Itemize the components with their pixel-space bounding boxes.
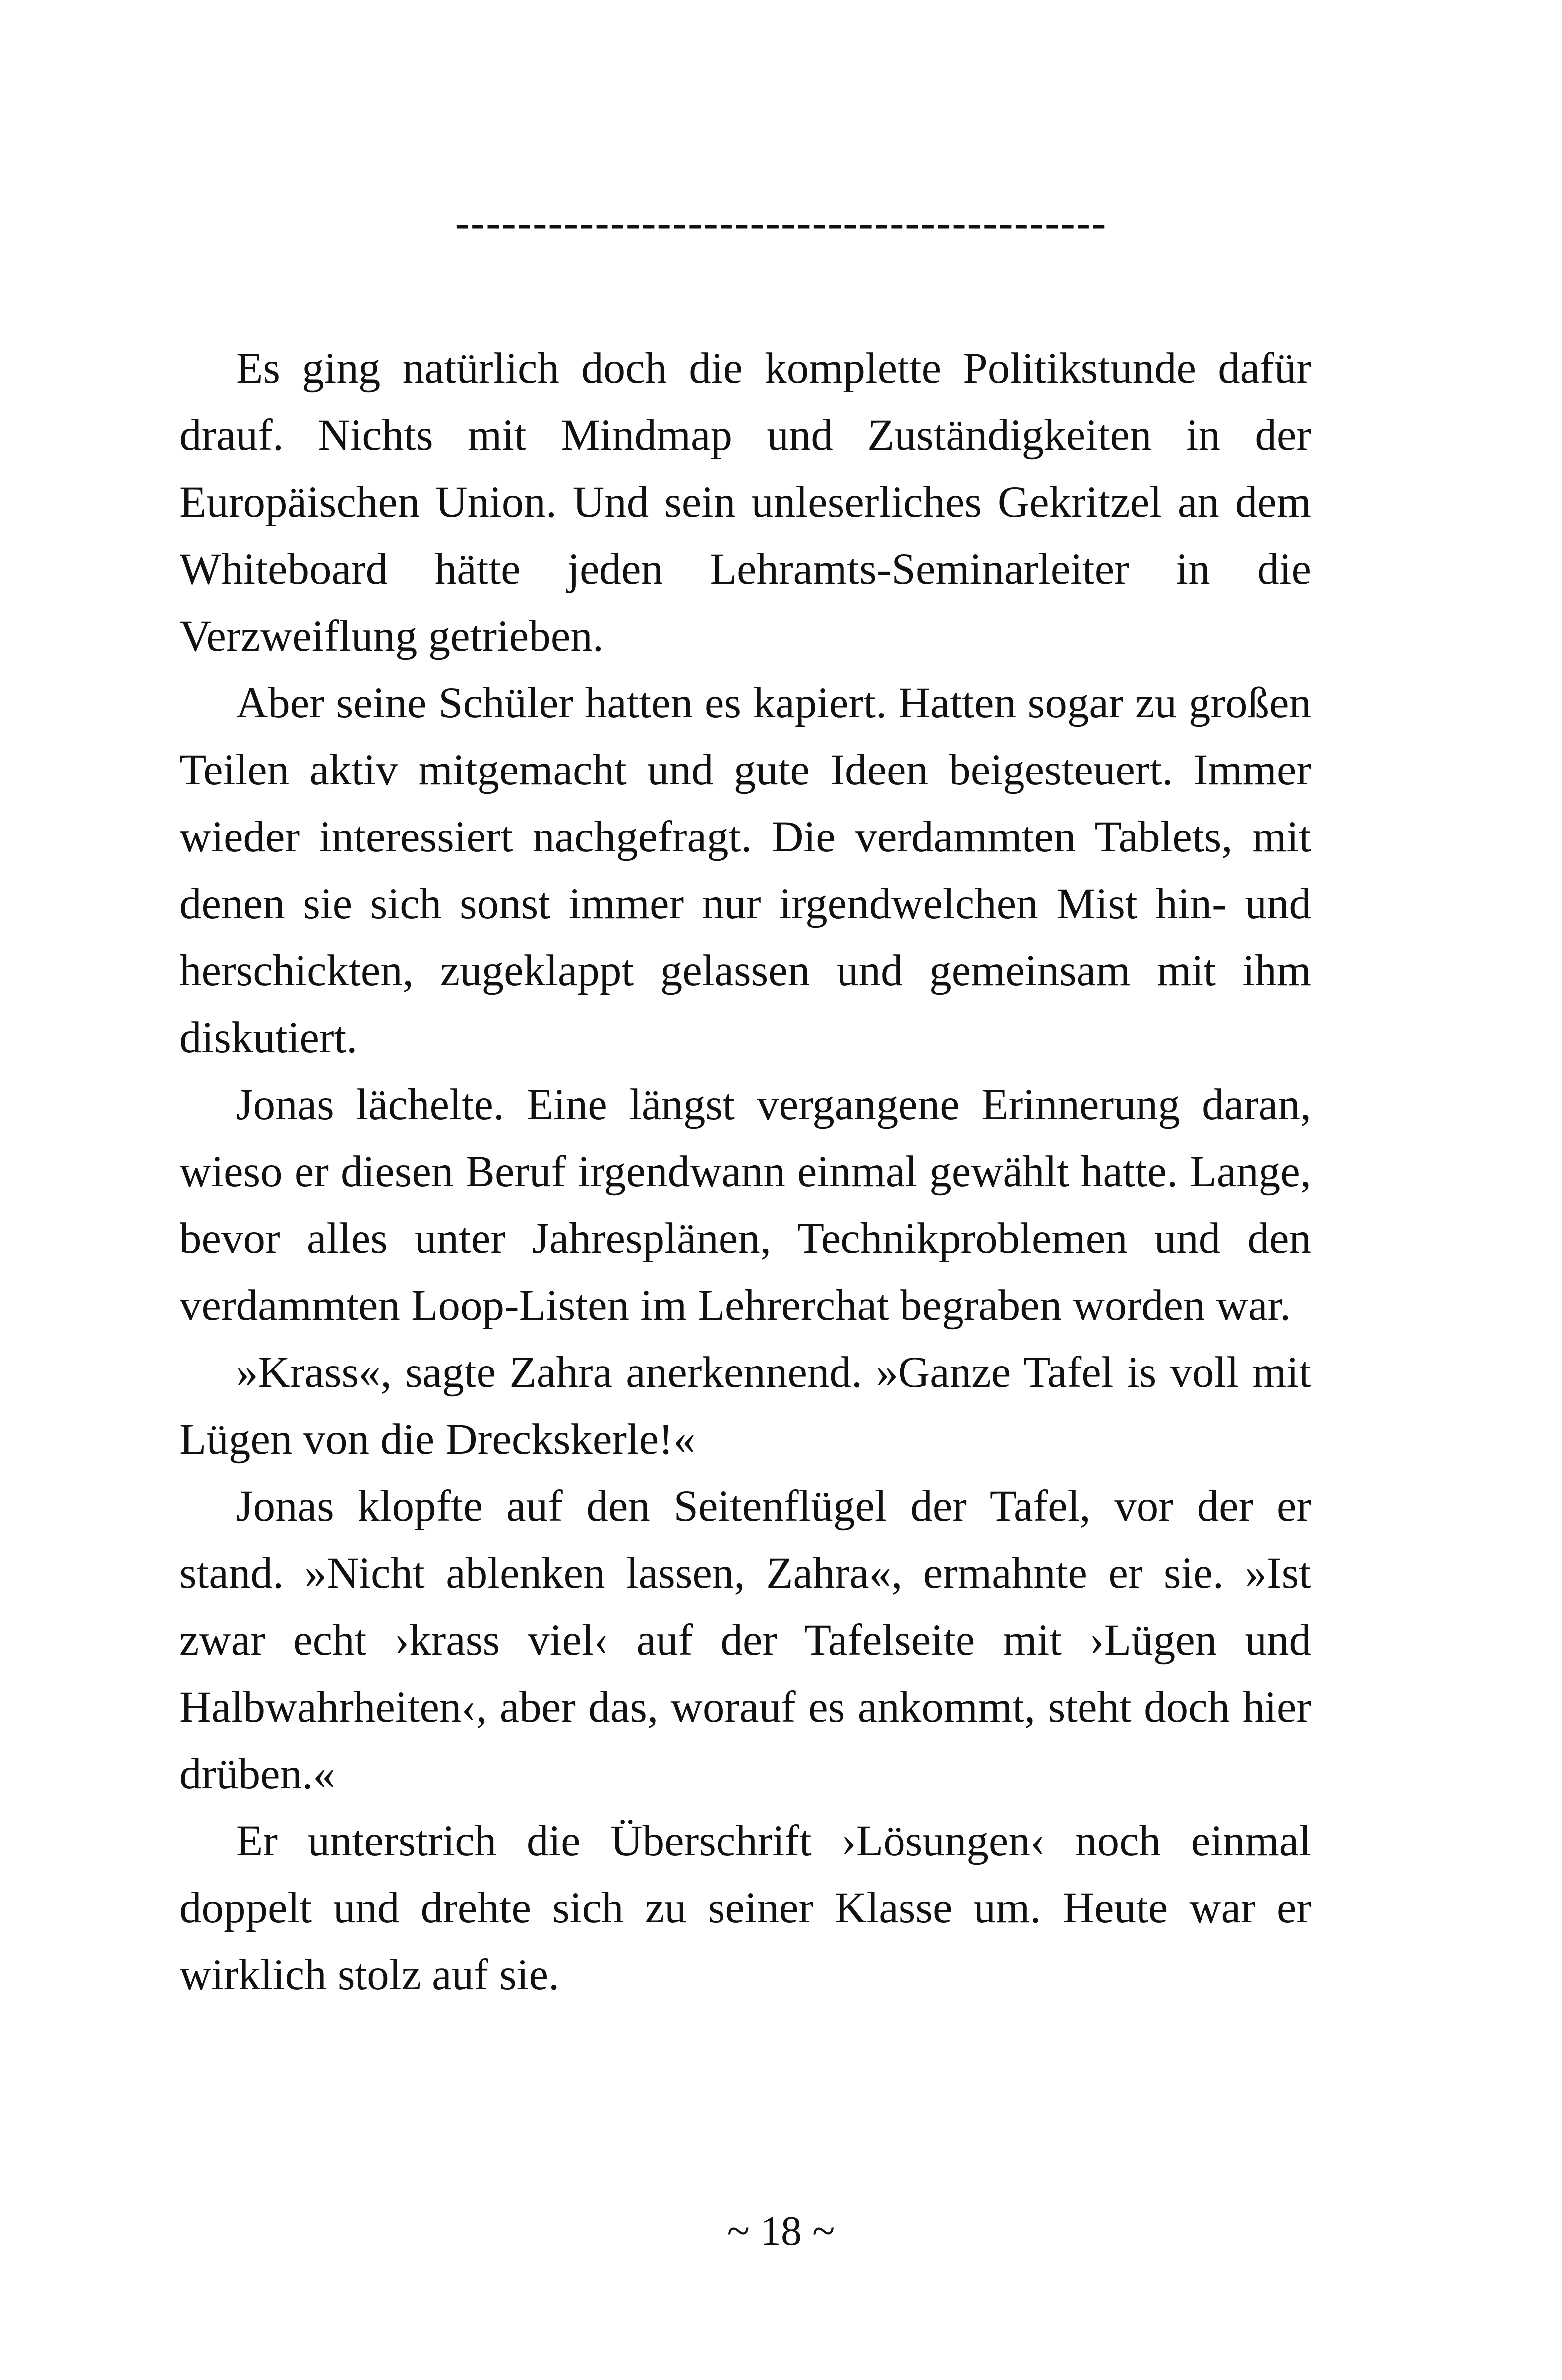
paragraph-4: »Krass«, sagte Zahra anerkennend. »Ganze Tafel is voll mit Lügen von die Dreckskerle!« <box>180 1348 1311 1464</box>
paragraph-1: Es ging natürlich doch die komplette Politikstunde dafür drauf. Nichts mit Mindmap und Zuständigkeiten in der Europäischen Union. Und sein unleserliches Gekritzel an dem Whiteboard hätte jeden Lehramts-Seminarleiter in die Verzweiflung getrieben. <box>180 344 1311 660</box>
paragraph-2: Aber seine Schüler hatten es kapiert. Hatten sogar zu großen Teilen aktiv mitgemacht und gute Ideen beigesteuert. Immer wieder interessiert nachgefragt. Die verdammten Tablets, mit denen sie sich sonst immer nur irgendwelchen Mist hin- und herschickten, zugeklappt gelassen und gemeinsam mit ihm diskutiert. <box>180 679 1311 1062</box>
paragraph-5: Jonas klopfte auf den Seitenflügel der Tafel, vor der er stand. »Nicht ablenken lassen, Zahra«, ermahnte er sie. »Ist zwar echt ›krass viel‹ auf der Tafelseite mit ›Lügen und Halbwahrheiten‹, aber das, worauf es ankommt, steht doch hier drüben.« <box>180 1482 1311 1798</box>
paragraph-3: Jonas lächelte. Eine längst vergangene Erinnerung daran, wieso er diesen Beruf irgendwann einmal gewählt hatte. Lange, bevor alles unter Jahresplänen, Technikproblemen und den verdammten Loop-Listen im Lehrerchat begraben worden war. <box>180 1080 1311 1330</box>
paragraph-6: Er unterstrich die Überschrift ›Lösungen‹ noch einmal doppelt und drehte sich zu seiner Klasse um. Heute war er wirklich stolz auf sie. <box>180 1817 1311 1999</box>
page-number: ~ 18 ~ <box>727 2208 835 2254</box>
body-text <box>180 335 1311 2009</box>
section-separator: ------------------------------------------ <box>455 199 1107 247</box>
